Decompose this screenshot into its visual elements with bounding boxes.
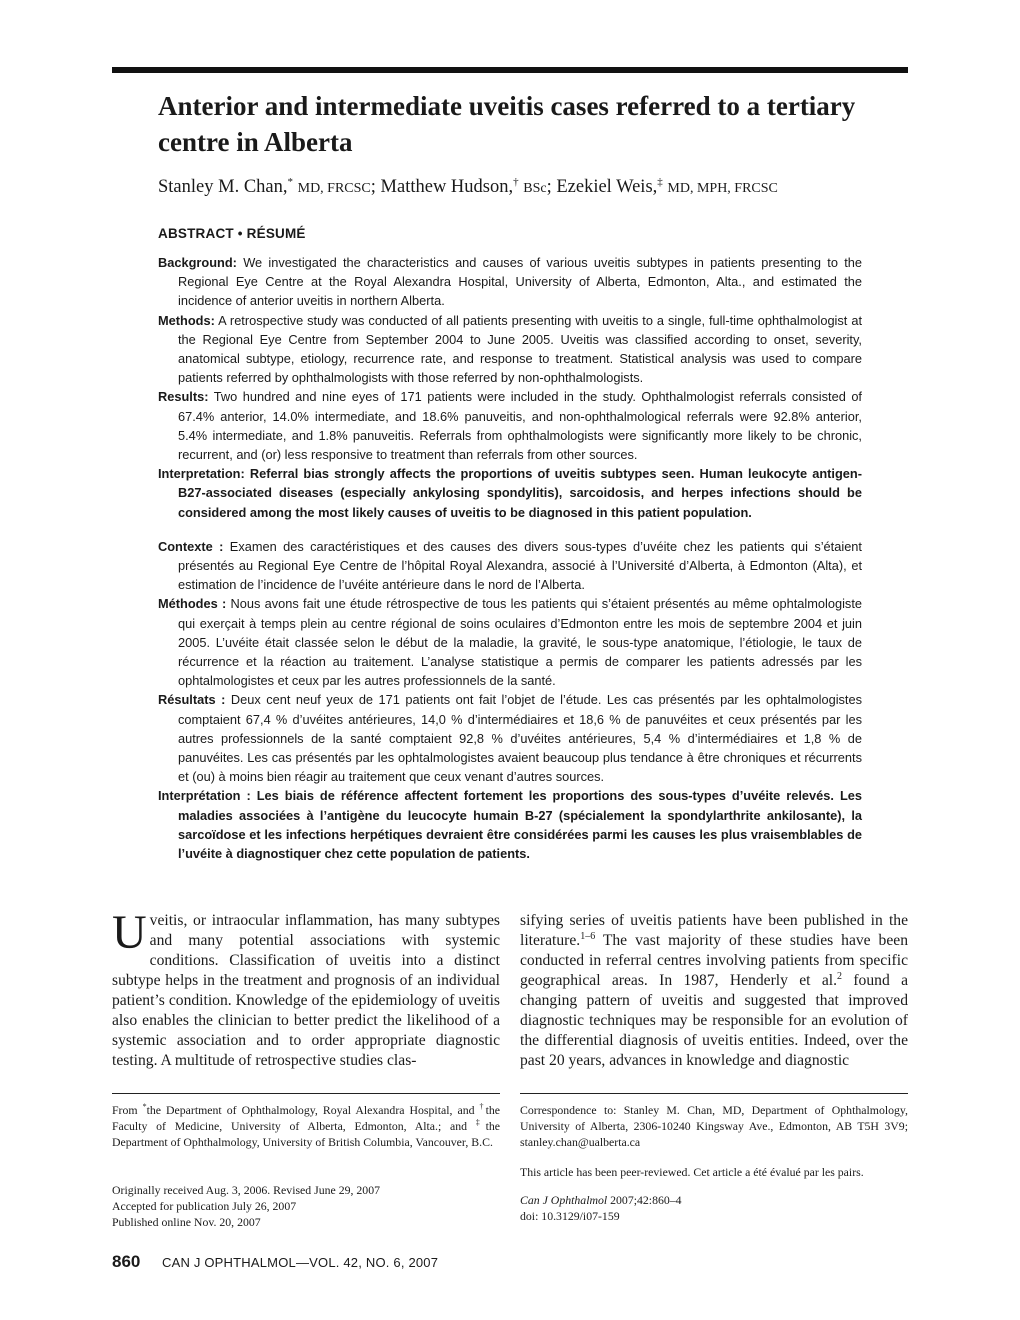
accepted-date: Accepted for publication July 26, 2007 [112, 1199, 297, 1213]
citation-volume: 2007;42:860–4 [607, 1193, 682, 1207]
resume-resultats [158, 690, 862, 786]
correspondence-note: Correspondence to: Stanley M. Chan, MD, Department of Ophthalmology, University of Alberta, 2306-10240 Kingsway Ave., Edmonton, AB T5H 3V9; stanley.chan@ualberta.ca [520, 1103, 908, 1149]
author-line [158, 170, 898, 201]
abstract-methods [158, 311, 862, 388]
author-separator: ; [546, 177, 552, 198]
dates-note [112, 1182, 500, 1230]
abstract-heading: ABSTRACT • RÉSUMÉ [158, 226, 306, 241]
section-label: Interpretation: [158, 466, 245, 482]
author-mark: † [513, 176, 519, 188]
abstract-interpretation [158, 464, 862, 522]
peer-review-note: This article has been peer-reviewed. Cet article a été évalué par les pairs. [520, 1165, 864, 1179]
affiliation-text: From [112, 1103, 143, 1117]
section-label: Results: [158, 389, 209, 405]
body-paragraph: veitis, or intraocular inflammation, has many subtypes and many potential associations with systemic conditions. Classification of uveitis into a distinct subtype helps in the treatment and prognosis of an individual patient’s condition. Knowledge of the epidemiology of uveitis also enables the clinician to better predict the likelihood of a systemic association and to order appropriate diagnostic testing. A multitude of retrospective studies clas- [112, 912, 500, 1069]
affiliation-mark: † [479, 1102, 486, 1112]
footnote-divider [520, 1093, 908, 1094]
affiliation-mark: * [142, 1102, 147, 1112]
section-label: Interprétation : [158, 788, 251, 804]
resume-methodes [158, 594, 862, 690]
drop-cap: U [112, 906, 147, 959]
body-paragraph: sifying series of uveitis patients have been published in the literature. [520, 912, 908, 949]
resume-interpretation [158, 786, 862, 863]
citation-journal: Can J Ophthalmol [520, 1193, 608, 1207]
section-label: Methods: [158, 312, 215, 328]
section-text: Deux cent neuf yeux de 171 patients ont fait l’objet de l’étude. Les cas présentés par les ophtalmologistes comptaient 67,4 % d’uvéites antérieures, 14,0 % d’intermédiaires et 18,6 % de panuvéites et ceux présentés par les autres professionnels de la santé comptaient 92,8 % d’uvéites antérieures, 5,4 % d’intermédiaires et 1,8 % de panuvéites. Les cas présentés par les ophtalmologistes avaient beaucoup plus tendance à être chroniques et récurrents et (ou) à moins bien réagir au traitement que ceux venant d’autres sources. [178, 692, 863, 785]
footnote-divider [112, 1093, 500, 1094]
section-text: Les biais de référence affectent fortement les proportions des sous-types d’uvéite relevés. Les maladies associées à l’antigène du leucocyte humain B-27 (spécialement la spondylarthrite ankilosante), la sarcoïdose et les infections herpétiques devraient être considérées parmi les causes les plus vraisemblables de l’uvéite à diagnostiquer chez cette population de patients. [178, 788, 862, 862]
author-name: Ezekiel Weis, [556, 177, 658, 198]
affiliation-mark: ‡ [475, 1118, 486, 1128]
page-number: 860 [112, 1252, 141, 1271]
body-paragraph: found a changing pattern of uveitis and suggested that improved diagnostic techniques may be responsible for an evolution of the differential diagnosis of uveitis entities. Indeed, over the past 20 years, advances in knowledge and diagnostic [520, 972, 909, 1069]
section-text: Referral bias strongly affects the proportions of uveitis subtypes seen. Human leukocyte antigen-B27-associated diseases (especially ankylosing spondylitis), sarcoidosis, and herpes infections should be considered among the most likely causes of uveitis to be diagnosed in this patient population. [178, 466, 863, 520]
section-text: Examen des caractéristiques et des causes des divers sous-types d’uvéite chez les patients qui s’étaient présentés au Regional Eye Centre de l’hôpital Royal Alexandra, associé à l’Université d’Alberta, à Edmonton (Alta), et estimation de l’incidence de l’uvéite antérieure dans le nord de l’Alberta. [178, 538, 862, 593]
body-text-left [112, 906, 500, 1071]
section-text: A retrospective study was conducted of all patients presenting with uveitis to a single, full-time ophthalmologist at the Regional Eye Centre from September 2004 to June 2005. Uveitis was classified according to onset, severity, anatomical subtype, etiology, recurrence rate, and response to treatment. Statistical analysis was used to compare patients referred by ophthalmologists with those referred by non-ophthalmologists. [178, 312, 862, 386]
affiliation-note [112, 1102, 500, 1150]
abstract [158, 253, 862, 863]
affiliation-text: the Faculty of Medicine, University of Alberta, Edmonton, Alta.; and [112, 1103, 501, 1133]
citation-note [520, 1192, 908, 1224]
section-label: Résultats : [158, 692, 226, 708]
author-credentials: BSc [523, 181, 547, 197]
reference-mark: 1–6 [580, 930, 596, 942]
author-name: Matthew Hudson, [380, 177, 514, 198]
author-credentials: MD, FRCSC [297, 181, 371, 197]
abstract-background [158, 253, 862, 311]
section-label: Méthodes : [158, 596, 227, 612]
author-name: Stanley M. Chan, [158, 177, 288, 198]
section-text: We investigated the characteristics and causes of various uveitis subtypes in patients presenting to the Regional Eye Centre at the Royal Alexandra Hospital, University of Alberta, Edmonton, Alta., and estimated the incidence of anterior uveitis in northern Alberta. [178, 255, 862, 309]
received-date: Originally received Aug. 3, 2006. Revised June 29, 2007 [112, 1183, 381, 1197]
body-paragraph: The vast majority of these studies have been conducted in referral centres involving patients from specific geographical areas. In 1987, Henderly et al. [520, 932, 908, 989]
section-label: Contexte : [158, 538, 224, 554]
article-title: Anterior and intermediate uveitis cases referred to a tertiary centre in Alberta [158, 91, 856, 157]
author-credentials: MD, MPH, FRCSC [667, 181, 778, 197]
author-separator: ; [370, 177, 376, 198]
section-label: Background: [158, 255, 237, 270]
doi: doi: 10.3129/i07-159 [520, 1209, 620, 1223]
section-text: Two hundred and nine eyes of 171 patients were included in the study. Ophthalmologist referrals consisted of 67.4% anterior, 14.0% intermediate, and 18.6% panuveitis, and non-ophthalmological referrals were 92.8% anterior, 5.4% intermediate, and 1.8% panuveitis. Referrals from ophthalmologists were significantly more likely to be chronic, recurrent, and (or) less responsive to treatment than referrals from other sources. [178, 389, 862, 463]
resume-contexte [158, 537, 862, 595]
body-text-right [520, 911, 908, 1071]
section-text: Nous avons fait une étude rétrospective de tous les patients qui s’étaient présentés au même ophtalmologiste qui exerçait à temps plein au centre régional de soins oculaires d’Edmonton entre les mois de septembre 2004 et juin 2005. L’uvéite était classée selon le début de la maladie, la gravité, le sous-type anatomique, l’étiologie, le taux de récurrence et la réaction au traitement. L’analyse statistique a permis de comparer les patients adressés par les ophtalmologistes et ceux par les autres professionnels de la santé. [178, 596, 862, 689]
journal-footer: CAN J OPHTHALMOL—VOL. 42, NO. 6, 2007 [162, 1255, 439, 1270]
abstract-results [158, 387, 862, 464]
top-rule [112, 67, 908, 73]
affiliation-text: the Department of Ophthalmology, University of British Columbia, Vancouver, B.C. [112, 1119, 501, 1149]
published-date: Published online Nov. 20, 2007 [112, 1215, 261, 1229]
affiliation-text: the Department of Ophthalmology, Royal Alexandra Hospital, and [146, 1103, 480, 1117]
author-mark: * [287, 176, 293, 188]
reference-mark: 2 [837, 970, 843, 982]
author-mark: ‡ [657, 176, 663, 188]
